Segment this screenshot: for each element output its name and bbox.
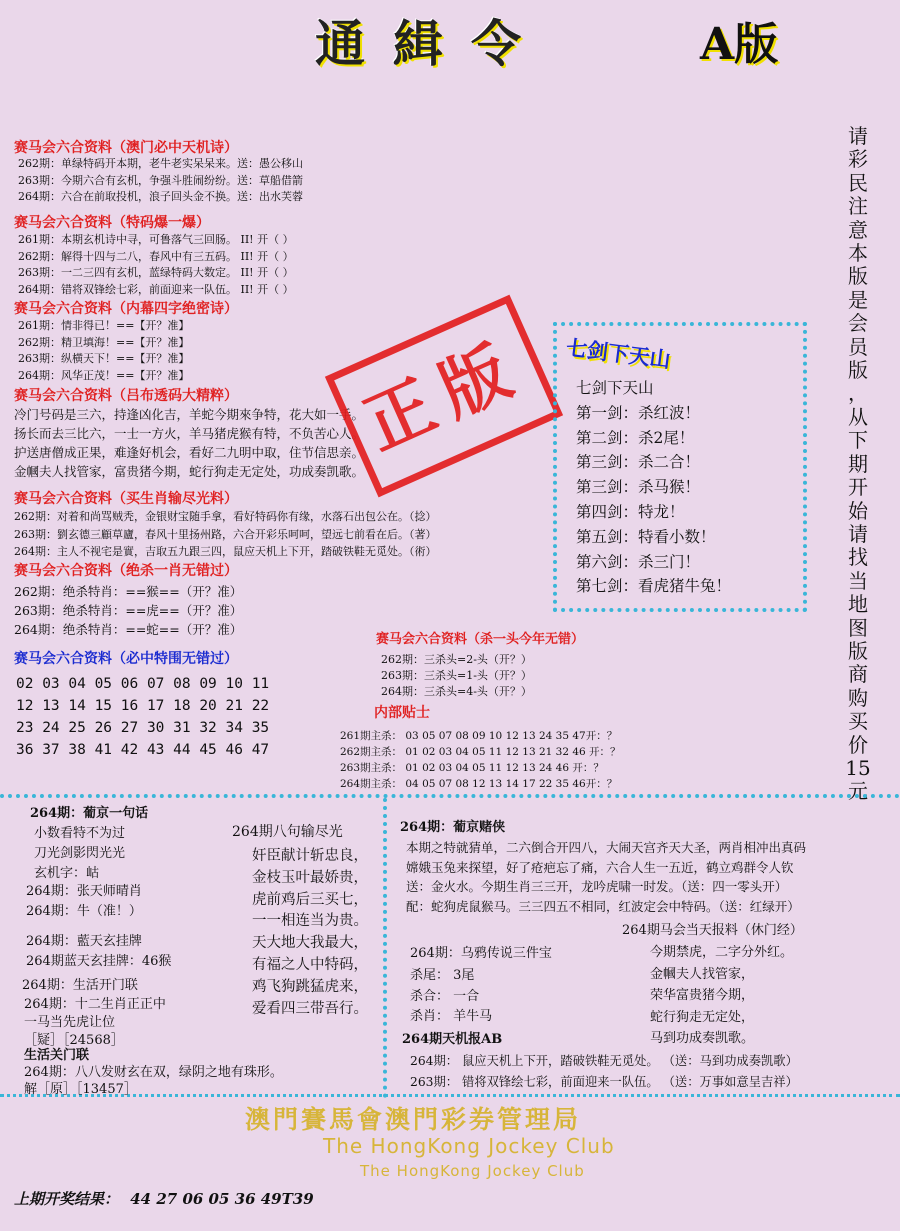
list-item: 264期：六合在前取投机，浪子回头金不换。送：出水芙蓉 [18,190,303,203]
list-item: 第三剑：杀二合！ [576,453,701,472]
b8-lines [410,966,492,1028]
number-row: 23 24 25 26 27 30 31 32 34 35 [16,720,270,736]
notice-char: 注 [848,194,868,219]
list-item: 264期：三杀头=4-头（开？） [381,685,532,698]
list-item: 264期：主人不视宅是實，吉取五九跟三四，鼠应天机上下开，踏破铁鞋无觅处。（術） [14,545,437,558]
genuine-stamp: 正版 [325,295,563,498]
footer-org-en-small: The HongKong Jockey Club [360,1162,585,1180]
section-title-7: 赛马会六合资料（必中特围无错过） [14,651,238,667]
list-item: 262期：对着和尚骂贼秃，金银财宝随手拿，看好特码你有缘，水落石出包公在。（捻） [14,510,437,523]
notice-char: ， [848,381,868,406]
sword-list [576,376,731,599]
b10-title: 264期天机报AB [402,1032,503,1047]
section-2-lines [18,232,294,298]
section-5-lines [14,508,437,561]
list-item: 第五剑：特看小数！ [576,527,716,546]
sword-heading: 七剑下天山 [576,379,654,397]
list-item: 264期：风华正茂！==【开？准】 [18,368,190,382]
list-item: 天大地大我最大， [252,935,368,952]
b8-title: 264期：乌鸦传说三件宝 [410,946,552,961]
notice-char: 本 [848,241,868,266]
list-item: 262期：精卫填海！==【开？准】 [18,335,190,349]
sword-banner: 七剑下天山 [564,334,673,373]
list-item: 262期：三杀头=2-头（开？） [381,653,532,666]
notice-char: 民 [848,170,868,195]
list-item: 一马当先虎让位 [24,1015,116,1030]
list-item: 奸臣献计斩忠良， [252,848,368,864]
section-title-5: 赛马会六合资料（买生肖输尽光料） [14,491,238,507]
list-item: 护送唐僧成正果，难逢好机会，看好二九明中取，住节信思亲。 [14,445,365,460]
notice-char: 当 [848,568,868,593]
notice-char: 开 [848,475,868,500]
member-notice [843,125,873,804]
list-item: 金幗夫人找管家， [650,966,755,982]
notice-char: 购 [848,685,868,710]
list-item: 第一剑：杀红波！ [576,403,701,422]
list-item: 第六剑：杀三门！ [576,552,701,571]
list-item: 262期：解得十四与二八，春风中有三五码。 II! 开（ ） [18,249,294,263]
notice-char: 会 [848,311,868,336]
list-item: 263期：劉玄德三顧草廬，春风十里扬州路，六合开彩乐呵呵，望远七前看在后。（著） [14,527,437,541]
section-4-lines [14,405,364,481]
edition-label: A版 [700,19,779,70]
section-6-lines [14,582,242,639]
list-item: 冷门号码是三六，持逢凶化吉，羊蛇今期來争特，花大如一手。 [14,407,365,422]
list-item: 扬长而去三比六，一士一方火，羊马猪虎猴有特，不负苦心人。 [14,426,365,441]
list-item: 本期之特就猜单，二六倒合开四八，大闹天宫齐天大圣，两肖相冲出真码 [406,840,807,855]
list-item: 杀合： 一合 [410,988,480,1004]
b3-lines [26,932,171,972]
notice-char: 商 [848,662,868,687]
list-item: 261期：情非得已！==【开？准】 [18,319,190,332]
b9-title: 264期马会当天报料（休门经） [622,923,803,938]
list-item: 虎前鸡后三买七， [252,891,368,908]
list-item: 金枝玉叶最娇贵， [252,869,368,886]
notice-char: 彩 [848,147,868,172]
section-3-lines [18,318,189,384]
last-draw-numbers: 44 27 06 05 36 49T39 [130,1190,314,1208]
list-item: 第七剑：看虎猪牛兔！ [576,577,732,596]
list-item: 262期：单绿特码开本期，老牛老实呆呆来。送：愚公移山 [18,157,303,170]
b1-lines [34,824,125,884]
list-item: 有福之人中特码， [252,956,368,973]
number-grid [16,673,269,761]
b7-title: 264期：葡京赌侠 [400,820,506,835]
list-item: 金幗夫人找管家，富贵猪今期，蛇行狗走无定处，功成奏凯歌。 [14,464,365,479]
notice-char: 下 [848,428,868,453]
list-item: 264期主杀： 04 05 07 08 12 13 14 17 22 35 46开：？ [340,778,618,790]
list-item: 小数看特不为过 [34,826,126,841]
list-item: 解［原］［13457］ [24,1082,137,1097]
b1-title: 264期：葡京一句话 [30,806,149,821]
list-item: 马到功成奏凯歌。 [650,1031,755,1046]
list-item: 第二剑：杀2尾！ [576,428,695,447]
notice-char: 期 [848,451,868,476]
list-item: 今期禁虎，二字分外红。 [650,945,794,960]
section-8-lines [381,652,532,700]
notice-char: 版 [848,638,868,663]
list-item: 杀肖： 羊牛马 [410,1009,493,1024]
notice-char: 找 [848,545,868,570]
notice-char: 元 [848,779,868,804]
list-item: 263期：今期六合有玄机，争强斗胜闹纷纷。送：草船借箭 [18,173,303,187]
list-item: 蛇行狗走无定处， [650,1009,755,1025]
list-item: 264期：牛（准！） [26,904,142,919]
b4-lines [24,996,166,1050]
list-item: 送：金火水。今期生肖三三开，龙吟虎啸一时发。（送：四一零头开） [406,879,788,894]
b6-lines [252,846,368,1020]
section-title-9: 内部贴士 [374,705,430,721]
list-item: 嫦娥玉兔来探望，好了疮疤忘了痛，六合人生一五近，鹤立鸡群令人钦 [406,859,794,875]
list-item: 261期主杀： 03 05 07 08 09 10 12 13 24 35 47开：？ [340,730,618,742]
notice-char: 从 [848,404,868,429]
list-item: 第四剑：特龙！ [576,502,685,521]
list-item: 264期： 鼠应天机上下开，踏破铁鞋无觅处。 （送：马到功成奏凯歌） [410,1054,798,1068]
b2-lines [26,882,142,922]
list-item: 玄机字：岵 [34,866,100,881]
section-9-lines [340,728,621,792]
b10-lines [410,1051,798,1092]
list-item: 一一相连当为贵。 [252,913,368,930]
notice-char: 价 [848,732,868,757]
list-item: 264期：绝杀特肖：==蛇==（开？准） [14,622,243,637]
section-title-4: 赛马会六合资料（吕布透码大精粹） [14,388,238,404]
list-item: 262期：绝杀特肖：==猴==（开？准） [14,584,243,599]
number-row: 36 37 38 41 42 43 44 45 46 47 [16,742,270,758]
last-draw-label: 上期开奖结果： [14,1190,120,1208]
footer-org-cn: 澳門賽馬會澳門彩券管理局 [245,1105,582,1134]
b5-title: 生活关门联 [24,1048,90,1063]
number-row: 12 13 14 15 16 17 18 20 21 22 [16,698,270,714]
list-item: 264期：藍天玄挂牌 [26,934,142,949]
list-item: 263期：绝杀特肖：==虎==（开？准） [14,603,243,618]
b5-lines [24,1064,283,1098]
b4-title: 264期：生活开门联 [22,978,138,993]
b6-title: 264期八句输尽光 [232,824,343,840]
list-item: 262期主杀： 01 02 03 04 05 11 12 13 21 32 46 开：？ [340,746,621,758]
notice-char: 版 [848,358,868,383]
page-title: 通緝令 [315,14,549,73]
list-item: 263期：三杀头=1-头（开？） [381,669,532,682]
list-item: 261期：本期玄机诗中寻，可鲁落气三回肠。 II! 开（ ） [18,233,294,246]
list-item: 264期：十二生肖正正中 [24,997,166,1012]
notice-char: 请 [848,124,868,148]
list-item: 263期： 错将双锋绘七彩，前面迎来一队伍。 （送：万事如意呈吉祥） [410,1074,798,1089]
number-row: 02 03 04 05 06 07 08 09 10 11 [16,676,270,692]
list-item: 第三剑：杀马猴！ [576,478,701,497]
b9-lines [650,942,793,1050]
list-item: 264期：张天师晴肖 [26,884,142,899]
notice-char: 意 [848,217,868,242]
section-title-8: 赛马会六合资料（杀一头今年无错） [376,632,585,647]
list-item: 荣华富贵猪今期， [650,988,755,1003]
notice-char: 图 [848,615,868,640]
list-item: 鸡飞狗跳猛虎来， [252,978,368,995]
section-title-1: 赛马会六合资料（澳门必中天机诗） [14,140,238,156]
notice-char: 版 [848,264,868,289]
section-title-3: 赛马会六合资料（内幕四字绝密诗） [14,301,238,317]
list-item: 配：蛇狗虎鼠猴马。三三四五不相同，红波定会中特码。（送：红绿开） [406,898,800,914]
notice-char: 地 [848,592,868,617]
list-item: ［疑］［24568］ [24,1033,124,1048]
notice-char: 员 [848,334,868,359]
notice-char: 15 [845,755,871,780]
notice-char: 请 [848,521,868,546]
list-item: 刀光剑影閃光光 [34,846,126,861]
list-item: 263期：一二三四有玄机，蓝绿特码大数定。 II! 开（ ） [18,266,294,279]
divider [0,794,900,798]
section-title-6: 赛马会六合资料（绝杀一肖无错过） [14,563,238,579]
divider [383,798,387,1098]
section-title-2: 赛马会六合资料（特码爆一爆） [14,215,210,231]
last-draw-result [14,1188,314,1209]
notice-char: 买 [848,709,868,734]
list-item: 263期：纵横天下！==【开？准】 [18,352,190,365]
notice-char: 始 [848,498,868,523]
notice-char: 是 [848,287,868,312]
list-item: 264期：八八发财玄在双，绿阴之地有珠形。 [24,1065,283,1080]
list-item: 264期：错将双锋绘七彩，前面迎来一队伍。 II! 开（ ） [18,282,294,296]
list-item: 264期蓝天玄挂牌：46猴 [26,954,172,969]
b7-lines [406,838,806,916]
list-item: 263期主杀： 01 02 03 04 05 11 12 13 24 46 开：？ [340,762,604,774]
section-1-lines [18,156,303,206]
list-item: 爱看四三带吾行。 [252,1000,368,1017]
list-item: 杀尾： 3尾 [410,968,475,983]
footer-org-en: The HongKong Jockey Club [323,1134,615,1158]
